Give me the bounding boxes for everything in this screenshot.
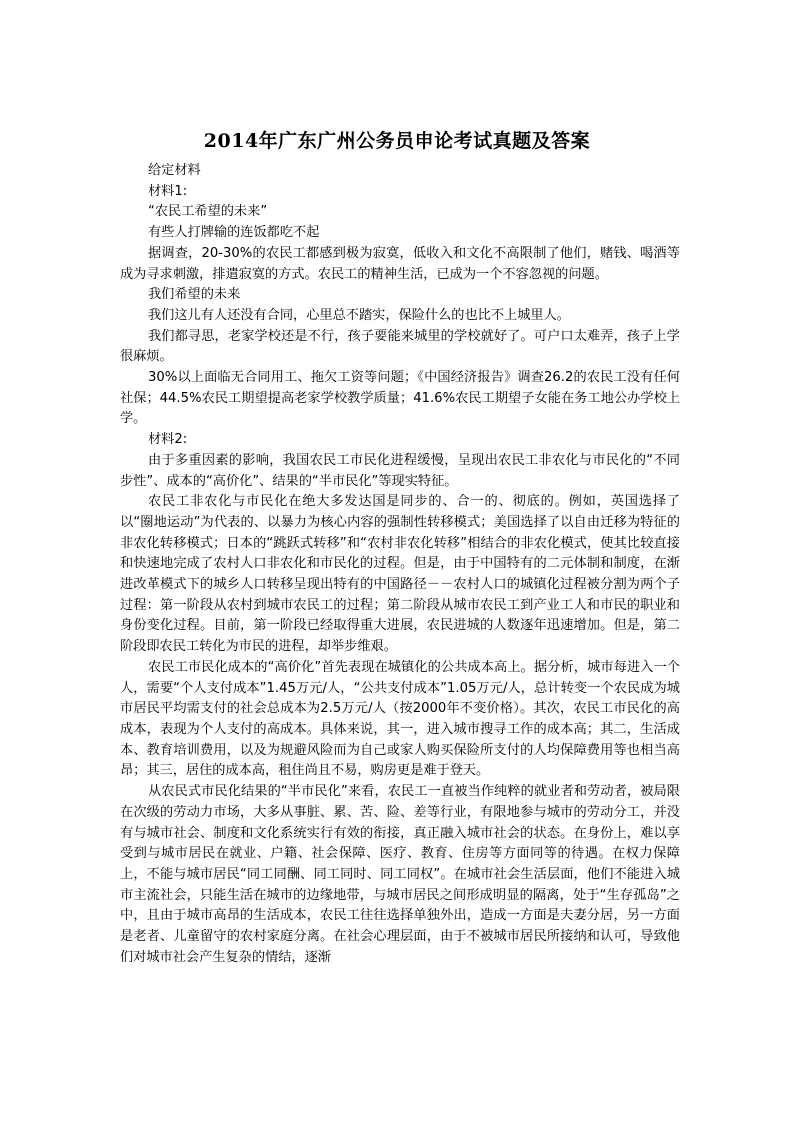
material-1-label: 材料1: [148, 183, 188, 199]
material-1-heading-gambling: 有些人打牌输的连饭都吃不起 [148, 225, 320, 241]
paragraph: 据调查，20-30%的农民工都感到极为寂寞，低收入和文化不高限制了他们，赌钱、喝酒等成为寻求刺激，排遣寂寞的方式。农民工的精神生活，已成为一个不容忽视的问题。 [120, 245, 680, 282]
paragraph: 农民工非农化与市民化在绝大多发达国是同步的、合一的、彻底的。例如，英国选择了以“圈地运动”为代表的、以暴力为核心内容的强制性转移模式；美国选择了以自由迁移为特征的非农化转移模式；日本的“跳跃式转移”和“农村非农化转移”相结合的非农化模式，使其比较直接和快速地完成了农村人口非农化和市民化的过程。但是，由于中国特有的二元体制和制度，在渐进改革模式下的城乡人口转移呈现出特有的中国路径－－农村人口的城镇化过程被分割为两个子过程：第一阶段从农村到城市农民工的过程；第二阶段从城市农民工到产业工人和市民的职业和身份变化过程。目前，第一阶段已经取得重大进展，农民进城的人数逐年迅速增加。但是，第二阶段即农民工转化为市民的进程，却举步维艰。 [120, 494, 680, 655]
paragraph: 由于多重因素的影响，我国农民工市民化进程缓慢，呈现出农民工非农化与市民化的“不同步性”、成本的“高价化”、结果的“半市民化”等现实特征。 [120, 452, 680, 489]
paragraph: 从农民式市民化结果的“半市民化”来看，农民工一直被当作纯粹的就业者和劳动者，被局限在次级的劳动力市场，大多从事脏、累、苦、险、差等行业，有限地参与城市的劳动分工，并没有与城市社会、制度和文化系统实行有效的衔接，真正融入城市社会的状态。在身份上，难以享受到与城市居民在就业、户籍、社会保障、医疗、教育、住房等方面同等的待遇。在权力保障上，不能与城市居民“同工同酬、同工同时、同工同权”。在城市社会生活层面，他们不能进入城市主流社会，只能生活在城市的边缘地带，与城市居民之间形成明显的隔离，处于“生存孤岛”之中，且由于城市高昂的生活成本，农民工往往选择单独外出，造成一方面是夫妻分居，另一方面是老者、儿童留守的农村家庭分离。在社会心理层面，由于不被城市居民所接纳和认可，导致他们对城市社会产生复杂的情结，逐渐 [120, 784, 680, 965]
material-1-heading-future: 我们希望的未来 [148, 287, 241, 303]
paragraph: 农民工市民化成本的“高价化”首先表现在城镇化的公共成本高上。据分析，城市每进入一个人，需要“个人支付成本”1.45万元/人，“公共支付成本”1.05万元/人，总计转变一个农民成为城市居民平均需支付的社会总成本为2.5万元/人（按2000年不变价格）。其次，农民工市民化的高成本，表现为个人支付的高成本。具体来说，其一，进入城市搜寻工作的成本高；其二，生活成本、教育培训费用，以及为规避风险而为自己或家人购买保险所支付的人均保障费用等也相当高昂；其三，居住的成本高，租住尚且不易，购房更是难于登天。 [120, 659, 680, 779]
material-1-subtitle: “农民工希望的未来” [148, 204, 268, 220]
section-heading-given-materials: 给定材料 [148, 163, 201, 178]
material-2-label: 材料2: [148, 432, 188, 448]
document-title: 2014年广东广州公务员申论考试真题及答案 [203, 130, 591, 152]
paragraph: 我们都寻思，老家学校还是不行，孩子要能来城里的学校就好了。可户口太难弄，孩子上学很麻烦。 [120, 328, 680, 365]
document-body [120, 161, 680, 968]
paragraph: 我们这儿有人还没有合同，心里总不踏实，保险什么的也比不上城里人。 [148, 307, 570, 323]
paragraph: 30%以上面临无合同用工、拖欠工资等问题；《中国经济报告》调查26.2的农民工没有任何社保；44.5%农民工期望提高老家学校教学质量；41.6%农民工期望子女能在务工地公办学校上学。 [120, 370, 680, 427]
